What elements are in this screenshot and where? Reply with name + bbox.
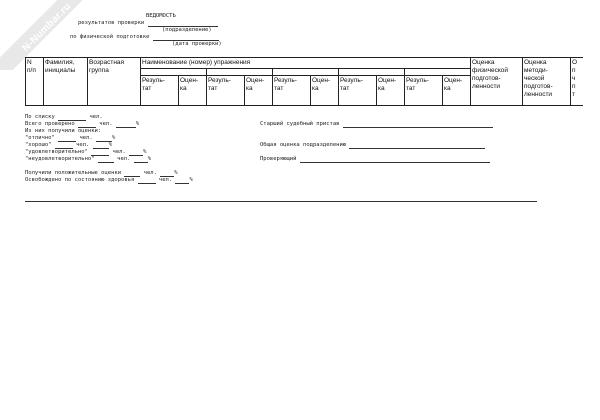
col-method-header: Оценка методи- ческой подготов- ленности <box>523 58 571 106</box>
bailiff-signature-field[interactable] <box>343 121 493 128</box>
header-line-2 <box>70 34 219 41</box>
result-header-2: Резуль- тат <box>207 76 245 106</box>
exercise-1-cell[interactable] <box>141 69 207 76</box>
satisfactory-count-field[interactable] <box>91 149 109 156</box>
stat-satisfactory <box>25 149 146 156</box>
grade-header-3: Оцен- ка <box>311 76 339 106</box>
stat-received: Из них получили оценки: <box>25 128 102 134</box>
inspector-signature-field[interactable] <box>300 156 490 163</box>
stat-excellent <box>25 135 115 142</box>
signature-bailiff <box>260 121 493 128</box>
satisfactory-percent-field[interactable] <box>129 149 143 156</box>
percent-unit: % <box>189 177 193 183</box>
by-list-field[interactable] <box>58 114 86 121</box>
percent-unit: % <box>112 135 116 141</box>
watermark-text: N-Numbar.ru <box>20 1 74 54</box>
result-header-3: Резуль- тат <box>273 76 311 106</box>
good-percent-field[interactable] <box>93 142 109 149</box>
people-unit: чел. <box>112 149 126 155</box>
people-unit: чел. <box>158 177 173 183</box>
document-title: ВЕДОМОСТЬ <box>146 13 176 19</box>
people-unit: чел. <box>143 170 157 176</box>
percent-unit: % <box>108 142 112 148</box>
exercise-3-cell[interactable] <box>273 69 339 76</box>
stat-by-list <box>25 114 103 121</box>
people-unit: чел. <box>99 121 113 127</box>
header-line-2-label: по физической подготовке <box>70 34 150 40</box>
stat-unsatisfactory <box>25 156 151 163</box>
stat-excellent-label: "отлично" <box>25 135 55 141</box>
grade-header-4: Оцен- ка <box>377 76 405 106</box>
checked-count-field[interactable] <box>78 121 96 128</box>
grade-header-5: Оцен- ка <box>443 76 471 106</box>
department-caption: (подразделение) <box>162 27 212 33</box>
signature-overall-label: Общая оценка подразделению <box>260 142 347 148</box>
department-field[interactable] <box>148 20 218 27</box>
exercise-2-cell[interactable] <box>207 69 273 76</box>
stat-exempt-label: Освобождено по состоянию здоровья <box>25 177 135 183</box>
percent-unit: % <box>147 156 152 162</box>
grade-header-2: Оцен- ка <box>245 76 273 106</box>
header-line-1-label: результатов проверки <box>78 20 145 26</box>
exercise-4-cell[interactable] <box>339 69 405 76</box>
stat-good <box>25 142 112 149</box>
positive-count-field[interactable] <box>124 170 140 177</box>
stat-checked-label: Всего проверено <box>25 121 75 127</box>
people-unit: чел. <box>117 156 131 162</box>
percent-unit: % <box>143 149 147 155</box>
people-unit: чел. <box>89 114 103 120</box>
stat-satisfactory-label: "удовлетворительно" <box>25 149 88 155</box>
exempt-percent-field[interactable] <box>175 177 189 184</box>
signature-inspector-label: Проверяющий <box>260 156 297 162</box>
people-unit: чел. <box>79 135 93 141</box>
signature-inspector <box>260 156 490 163</box>
stat-exempt <box>25 177 193 184</box>
stat-positive-label: Получили положительные оценки <box>25 170 122 176</box>
stat-unsatisfactory-label: "неудовлетворительно" <box>25 156 95 162</box>
excellent-percent-field[interactable] <box>96 135 112 142</box>
percent-unit: % <box>135 121 140 127</box>
bottom-divider <box>25 201 537 202</box>
col-exercise-header: Наименование (номер) упражнения <box>141 58 471 69</box>
col-name-header: Фамилия, инициалы <box>44 58 88 106</box>
date-caption: (дата проверки) <box>172 41 222 47</box>
result-header-4: Резуль- тат <box>339 76 377 106</box>
col-physical-header: Оценка физической подготов- ленности <box>471 58 523 106</box>
results-table <box>25 57 583 106</box>
signature-overall <box>260 142 485 149</box>
people-unit: чел. <box>76 142 90 148</box>
checked-percent-field[interactable] <box>116 121 136 128</box>
stat-positive <box>25 170 178 177</box>
percent-unit: % <box>174 170 178 176</box>
grade-header-1: Оцен- ка <box>179 76 207 106</box>
col-cut-header: О п ч п т <box>571 58 583 106</box>
good-count-field[interactable] <box>55 142 73 149</box>
col-number-header: N п/п <box>26 58 44 106</box>
result-header-5: Резуль- тат <box>405 76 443 106</box>
exercise-5-cell[interactable] <box>405 69 471 76</box>
excellent-count-field[interactable] <box>58 135 76 142</box>
unsatisfactory-percent-field[interactable] <box>134 156 148 163</box>
stat-good-label: "хорошо" <box>25 142 52 148</box>
col-age-header: Возрастная группа <box>88 58 141 106</box>
stat-checked <box>25 121 139 128</box>
unsatisfactory-count-field[interactable] <box>98 156 114 163</box>
check-date-field[interactable] <box>153 34 219 41</box>
signature-bailiff-label: Старший судебный пристав <box>260 121 340 127</box>
header-line-1 <box>78 20 218 27</box>
stat-by-list-label: По списку <box>25 114 55 120</box>
result-header-1: Резуль- тат <box>141 76 179 106</box>
positive-percent-field[interactable] <box>160 170 174 177</box>
overall-grade-field[interactable] <box>349 142 485 149</box>
exempt-count-field[interactable] <box>138 177 156 184</box>
